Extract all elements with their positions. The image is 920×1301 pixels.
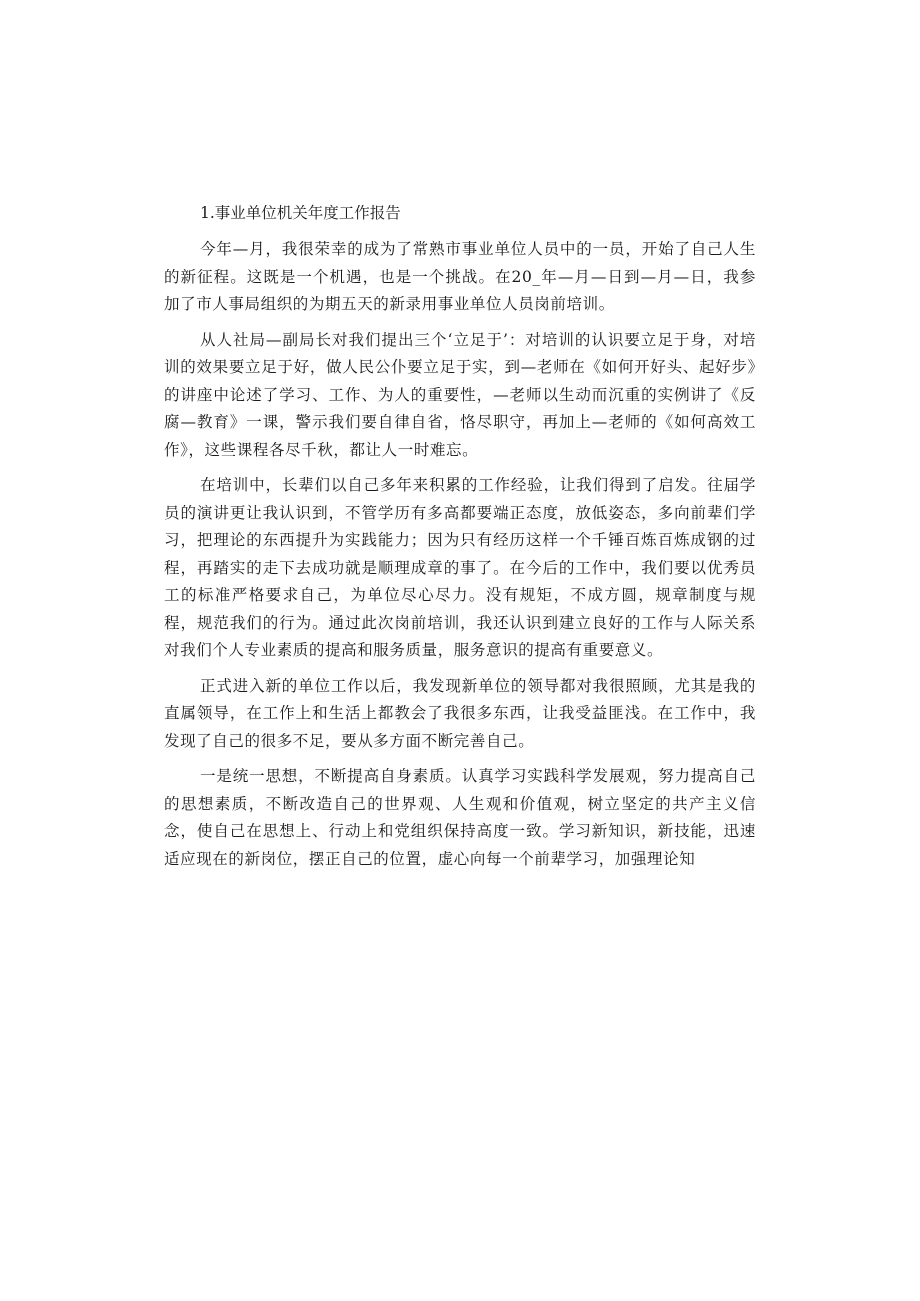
paragraph-5: 一是统一思想，不断提高自身素质。认真学习实践科学发展观，努力提高自己的思想素质，不断改造自己的世界观、人生观和价值观，树立坚定的共产主义信念，使自己在思想上、行动上和党组织保持高度一致。学习新知识，新技能，迅速适应现在的新岗位，摆正自己的位置，虚心向每一个前辈学习，加强理论知 bbox=[164, 767, 756, 868]
document-body bbox=[164, 198, 756, 881]
document-heading: 1.事业单位机关年度工作报告 bbox=[200, 204, 401, 222]
paragraph-3: 在培训中，长辈们以自己多年来积累的工作经验，让我们得到了启发。往届学员的演讲更让我认识到，不管学历有多高都要端正态度，放低姿态，多向前辈们学习，把理论的东西提升为实践能力；因为只有经历这样一个千锤百炼百炼成钢的过程，再踏实的走下去成功就是顺理成章的事了。在今后的工作中，我们要以优秀员工的标准严格要求自己，为单位尽心尽力。没有规矩，不成方圆，规章制度与规程，规范我们的行为。通过此次岗前培训，我还认识到建立良好的工作与人际关系对我们个人专业素质的提高和服务质量，服务意识的提高有重要意义。 bbox=[164, 476, 756, 659]
paragraph-2: 从人社局—副局长对我们提出三个‘立足于’：对培训的认识要立足于身，对培训的效果要立足于好，做人民公仆要立足于实，到—老师在《如何开好头、起好步》的讲座中论述了学习、工作、为人的重要性，—老师以生动而沉重的实例讲了《反腐—教育》一课，警示我们要自律自省，恪尽职守，再加上—老师的《如何高效工作》，这些课程各尽千秋，都让人一时难忘。 bbox=[164, 330, 756, 459]
paragraph-1: 今年—月，我很荣幸的成为了常熟市事业单位人员中的一员，开始了自己人生的新征程。这既是一个机遇，也是一个挑战。在20_年—月—日到—月—日，我参加了市人事局组织的为期五天的新录用事业单位人员岗前培训。 bbox=[164, 240, 756, 313]
paragraph-4: 正式进入新的单位工作以后，我发现新单位的领导都对我很照顾，尤其是我的直属领导，在工作上和生活上都教会了我很多东西，让我受益匪浅。在工作中，我发现了自己的很多不足，要从多方面不断完善自己。 bbox=[164, 676, 756, 750]
